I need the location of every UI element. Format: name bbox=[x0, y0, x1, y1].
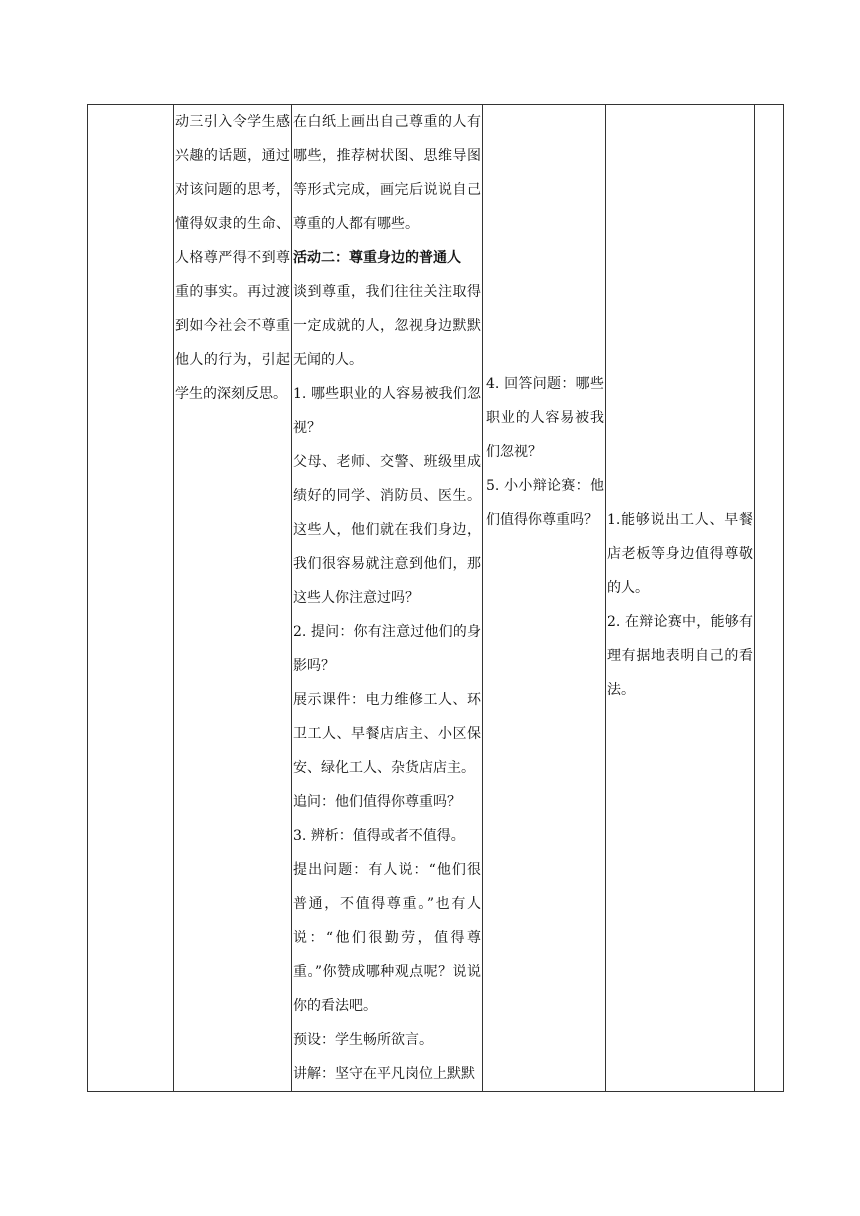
activity-question-1: 1. 哪些职业的人容易被我们忽视？ bbox=[293, 386, 481, 436]
table-cell-student-activity bbox=[483, 105, 606, 1092]
table-cell-design-intent bbox=[174, 105, 292, 1092]
table-cell-col1 bbox=[88, 105, 174, 1092]
activity-two-heading: 活动二：尊重身边的普通人 bbox=[293, 250, 461, 266]
activity-question-3: 3. 辨析：值得或者不值得。 bbox=[293, 828, 465, 844]
table-cell-col6 bbox=[755, 105, 784, 1092]
goal-1: 1.能够说出工人、早餐店老板等身边值得尊敬的人。 bbox=[607, 512, 753, 596]
activity-paragraph: 预设：学生畅所欲言。 bbox=[293, 1032, 433, 1048]
table-cell-goals bbox=[606, 105, 755, 1092]
activity-paragraph: 提出问题：有人说：“他们很普通，不值得尊重。”也有人说：“他们很勤劳，值得尊重。”你赞成哪种观点呢？说说你的看法吧。 bbox=[293, 862, 481, 1014]
activity-paragraph: 在白纸上画出自己尊重的人有哪些，推荐树状图、思维导图等形式完成，画完后说说自己尊重的人都有哪些。 bbox=[293, 114, 481, 232]
lesson-plan-table bbox=[87, 104, 784, 1092]
activity-paragraph: 父母、老师、交警、班级里成绩好的同学、消防员、医生。这些人，他们就在我们身边，我们很容易就注意到他们，那这些人你注意过吗？ bbox=[293, 454, 481, 606]
activity-question-2: 2. 提问：你有注意过他们的身影吗？ bbox=[293, 624, 481, 674]
student-activity-4: 4. 回答问题：哪些职业的人容易被我们忽视？ bbox=[486, 376, 604, 460]
activity-paragraph: 讲解：坚守在平凡岗位上默默 bbox=[293, 1066, 475, 1082]
activity-paragraph: 谈到尊重，我们往往关注取得一定成就的人，忽视身边默默无闻的人。 bbox=[293, 284, 481, 368]
table-row bbox=[88, 105, 784, 1092]
activity-paragraph: 展示课件：电力维修工人、环卫工人、早餐店店主、小区保安、绿化工人、杂货店店主。 bbox=[293, 692, 481, 776]
cell-spacer bbox=[486, 105, 604, 367]
table-cell-teacher-activity bbox=[292, 105, 483, 1092]
design-intent-text: 动三引入令学生感兴趣的话题，通过对该问题的思考，懂得奴隶的生命、人格尊严得不到尊重的事实。再过渡到如今社会不尊重他人的行为，引起学生的深刻反思。 bbox=[175, 114, 290, 402]
student-activity-5: 5. 小小辩论赛：他们值得你尊重吗？ bbox=[486, 478, 604, 528]
cell-spacer bbox=[607, 105, 753, 503]
goal-2: 2. 在辩论赛中，能够有理有据地表明自己的看法。 bbox=[607, 614, 753, 698]
activity-paragraph: 追问：他们值得你尊重吗？ bbox=[293, 794, 461, 810]
